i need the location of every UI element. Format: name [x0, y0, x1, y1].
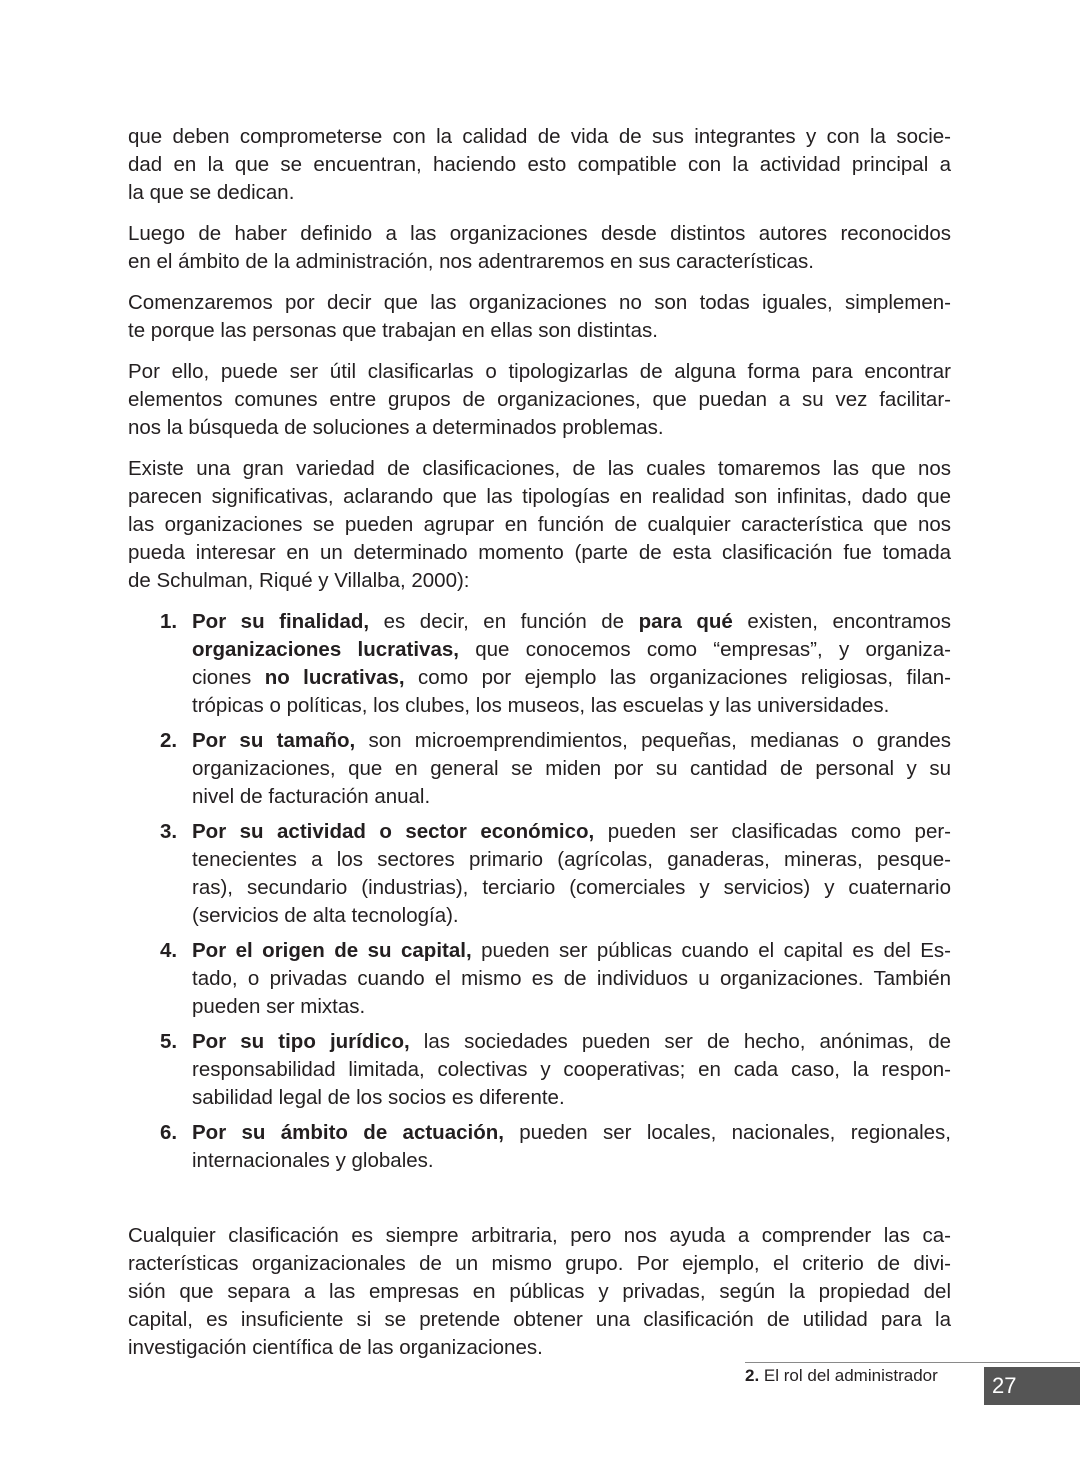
text-line — [128, 483, 951, 511]
list-number: 5. — [160, 1030, 178, 1053]
bold-term: Por su finalidad, — [192, 610, 370, 633]
text-line — [128, 1250, 951, 1278]
text-line — [192, 636, 951, 664]
text-line — [192, 1147, 951, 1175]
bold-term: Por su tipo jurídico, — [192, 1030, 410, 1053]
text-run: elementos comunes entre grupos de organizaciones, que puedan a su vez facilitar- — [128, 388, 951, 411]
text-line — [128, 317, 951, 345]
footer-chapter — [745, 1366, 938, 1386]
text-run: ras), secundario (industrias), terciario (comerciales y servicios) y cuaternario — [192, 876, 951, 899]
text-run: nos la búsqueda de soluciones a determinados problemas. — [128, 416, 664, 439]
text-run: sabilidad legal de los socios es diferente. — [192, 1086, 565, 1109]
text-run: en el ámbito de la administración, nos adentraremos en sus características. — [128, 250, 814, 273]
text-run: sión que separa a las empresas en públicas y privadas, según la propiedad del — [128, 1280, 951, 1303]
text-line — [128, 539, 951, 567]
bold-term: Por su ámbito de actuación, — [192, 1121, 504, 1144]
text-line — [128, 567, 951, 595]
text-run: trópicas o políticas, los clubes, los museos, las escuelas y las universidades. — [192, 694, 890, 717]
text-run: que deben comprometerse con la calidad de vida de sus integrantes y con la socie- — [128, 125, 951, 148]
text-run: Comenzaremos por decir que las organizaciones no son todas iguales, simplemen- — [128, 291, 951, 314]
text-line — [192, 783, 951, 811]
text-line — [128, 151, 951, 179]
text-run: internacionales y globales. — [192, 1149, 434, 1172]
list-item — [128, 608, 951, 720]
text-line — [192, 1084, 951, 1112]
text-line — [128, 1334, 951, 1362]
text-line — [192, 755, 951, 783]
text-line — [192, 902, 951, 930]
bold-term: Por su tamaño, — [192, 729, 356, 752]
list-number: 3. — [160, 820, 178, 843]
text-line — [128, 1306, 951, 1334]
text-run: como por ejemplo las organizaciones religiosas, filan- — [404, 666, 951, 689]
text-run: pueden ser clasificadas como per- — [594, 820, 951, 843]
text-line — [128, 123, 951, 151]
text-line — [128, 1278, 951, 1306]
text-run: Luego de haber definido a las organizaciones desde distintos autores reconocidos — [128, 222, 951, 245]
text-line — [192, 846, 951, 874]
paragraph — [128, 358, 951, 442]
footer-rule — [745, 1362, 1080, 1363]
text-line — [192, 874, 951, 902]
text-line — [192, 692, 951, 720]
list-number: 4. — [160, 939, 178, 962]
text-line — [128, 1222, 951, 1250]
list-number: 1. — [160, 610, 178, 633]
text-run: la que se dedican. — [128, 181, 295, 204]
list-number: 2. — [160, 729, 178, 752]
text-run: tenecientes a los sectores primario (agrícolas, ganaderas, mineras, pesque- — [192, 848, 951, 871]
paragraph — [128, 123, 951, 207]
text-run: Por ello, puede ser útil clasificarlas o tipologizarlas de alguna forma para encontrar — [128, 360, 951, 383]
text-line — [128, 248, 951, 276]
page-number: 27 — [984, 1367, 1080, 1405]
text-line — [192, 727, 951, 755]
text-run: las organizaciones se pueden agrupar en función de cualquier característica que nos — [128, 513, 951, 536]
paragraph — [128, 1222, 951, 1362]
bold-term: no lucrativas, — [264, 666, 405, 689]
text-line — [192, 608, 951, 636]
text-line — [128, 179, 951, 207]
text-run: las sociedades pueden ser de hecho, anónimas, de — [409, 1030, 951, 1053]
classification-list — [128, 608, 951, 1175]
body-text — [128, 123, 951, 1375]
text-run: dad en la que se encuentran, haciendo esto compatible con la actividad principal a — [128, 153, 951, 176]
text-line — [192, 1028, 951, 1056]
text-line — [192, 1119, 951, 1147]
text-run: pueden ser mixtas. — [192, 995, 366, 1018]
text-line — [192, 993, 951, 1021]
paragraph — [128, 455, 951, 595]
bold-term: Por su actividad o sector económico, — [192, 820, 595, 843]
text-run: que conocemos como “empresas”, y organiza- — [458, 638, 951, 661]
chapter-number: 2. — [745, 1366, 760, 1385]
text-run: nivel de facturación anual. — [192, 785, 431, 808]
text-run: pueda interesar en un determinado momento (parte de esta clasificación fue tomada — [128, 541, 951, 564]
text-line — [192, 965, 951, 993]
text-run: existen, encontramos — [732, 610, 952, 633]
text-run: te porque las personas que trabajan en ellas son distintas. — [128, 319, 658, 342]
list-item — [128, 727, 951, 811]
text-run: pueden ser locales, nacionales, regionales, — [503, 1121, 951, 1144]
list-item — [128, 1028, 951, 1112]
text-run: racterísticas organizacionales de un mismo grupo. Por ejemplo, el criterio de divi- — [128, 1252, 951, 1275]
text-run: (servicios de alta tecnología). — [192, 904, 459, 927]
text-run: ciones — [192, 666, 265, 689]
text-run: es decir, en función de — [369, 610, 639, 633]
text-run: Existe una gran variedad de clasificaciones, de las cuales tomaremos las que nos — [128, 457, 951, 480]
bold-term: para qué — [638, 610, 733, 633]
text-line — [192, 937, 951, 965]
text-line — [128, 414, 951, 442]
text-line — [192, 1056, 951, 1084]
list-number: 6. — [160, 1121, 178, 1144]
text-run: organizaciones, que en general se miden por su cantidad de personal y su — [192, 757, 951, 780]
text-run: pueden ser públicas cuando el capital es del Es- — [471, 939, 951, 962]
list-item — [128, 1119, 951, 1175]
text-line — [128, 386, 951, 414]
text-run: Cualquier clasificación es siempre arbitraria, pero nos ayuda a comprender las ca- — [128, 1224, 951, 1247]
bold-term: Por el origen de su capital, — [192, 939, 472, 962]
text-line — [192, 818, 951, 846]
chapter-title: El rol del administrador — [759, 1366, 938, 1385]
text-run: responsabilidad limitada, colectivas y cooperativas; en cada caso, la respon- — [192, 1058, 951, 1081]
text-run: son microemprendimientos, pequeñas, medianas o grandes — [355, 729, 951, 752]
text-line — [128, 455, 951, 483]
bold-term: organizaciones lucrativas, — [192, 638, 459, 661]
text-line — [192, 664, 951, 692]
text-line — [128, 511, 951, 539]
paragraph — [128, 289, 951, 345]
list-item — [128, 937, 951, 1021]
paragraph — [128, 220, 951, 276]
text-line — [128, 220, 951, 248]
text-run: tado, o privadas cuando el mismo es de individuos u organizaciones. También — [192, 967, 951, 990]
text-run: investigación científica de las organizaciones. — [128, 1336, 543, 1359]
text-run: capital, es insuficiente si se pretende obtener una clasificación de utilidad para la — [128, 1308, 951, 1331]
list-item — [128, 818, 951, 930]
text-run: de Schulman, Riqué y Villalba, 2000): — [128, 569, 470, 592]
text-run: parecen significativas, aclarando que las tipologías en realidad son infinitas, dado que — [128, 485, 951, 508]
text-line — [128, 289, 951, 317]
text-line — [128, 358, 951, 386]
